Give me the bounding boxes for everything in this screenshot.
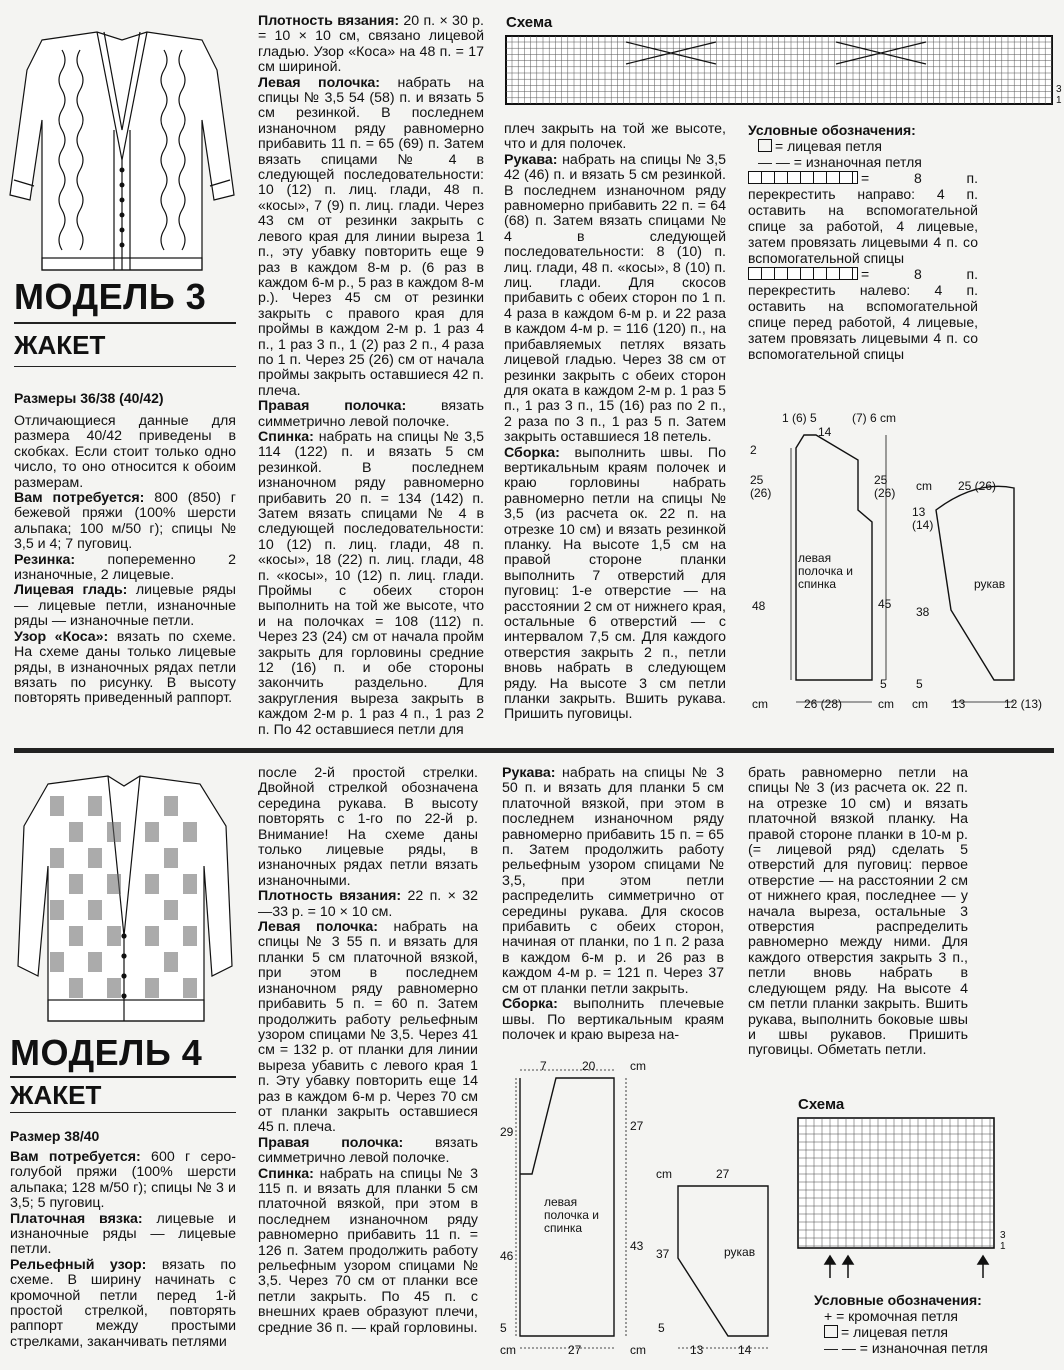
paragraph: [502, 766, 724, 997]
model4-pattern-pieces: [496, 1058, 786, 1358]
lead: Правая полочка:: [258, 398, 407, 415]
paragraph: [10, 1258, 236, 1350]
model3-jacket-illustration: [2, 10, 242, 278]
lead: Правая полочка:: [258, 1134, 404, 1151]
legend-heading: Условные обозначения:: [748, 122, 916, 138]
pattern-label: 12 (13): [1004, 697, 1043, 711]
model4-col3: [502, 766, 724, 1043]
model3-subtitle: ЖАКЕТ: [14, 330, 106, 360]
model4-subtitle-rule: [10, 1112, 236, 1113]
lead: Вам потребуется:: [14, 490, 145, 507]
pattern-label: 14: [818, 425, 832, 439]
text: набрать на спицы № 3 50 п. и вязать для планки 5 см платочной вязкой, при этом в последнем изнаночном ряду равномерно прибавить 15 п. = 65 п. Затем продолжить работу рельефным узором спицами № 3,5, при этом петли распределить симметрично от середины рукава. Для скосов прибавить с обеих сторон, начиная от планки, по 1 п. 2 раза в каждом 6-м р. и 26 раз в каждом 4-м р. = 121 п. Через 37 см от планки петли закрыть.: [502, 765, 724, 997]
paragraph: [258, 399, 484, 430]
paragraph: [10, 1212, 236, 1258]
legend-item-cross-right: [748, 170, 978, 266]
pattern-label: cm: [912, 697, 928, 711]
text: 600 г серо-голубой пряжи (100% шерсти альпака; 128 м/50 г); спицы № 3 и 3,5; 5 пуговиц.: [10, 1149, 236, 1212]
paragraph: [504, 153, 726, 446]
pattern-label: 5: [880, 677, 887, 691]
pattern-label: 14: [738, 1343, 752, 1357]
paragraph: [14, 630, 236, 707]
pattern-label: 27: [630, 1119, 644, 1133]
pattern-label: 13: [690, 1343, 704, 1357]
pattern-label: 29: [500, 1125, 514, 1139]
text: попеременно 2 изнаночные, 2 лицевые.: [14, 551, 236, 584]
paragraph: [258, 920, 478, 1136]
paragraph: [258, 14, 484, 76]
model3-col1: [14, 414, 236, 707]
lead: Спинка:: [258, 428, 314, 445]
lead: Рукава:: [504, 151, 558, 168]
lead: Спинка:: [258, 1165, 314, 1182]
text: вязать по схеме. В ширину начинать с кромочной петли перед 1-й простой стрелкой, повторять раппорт между простыми стрелками, заканчивать петлями: [10, 1256, 236, 1350]
pattern-label: 46: [500, 1249, 514, 1263]
lead: Сборка:: [504, 444, 560, 461]
pattern-label: cm: [500, 1343, 516, 1357]
text: набрать на спицы № 3,5 42 (46) п. и вязать 5 см резинкой. В последнем изнаночном ряду равномерно прибавить 22 п. = 64 (68) п. Затем вязать спицами № 4 в следующей последовательности: 8 (10) п. лиц. глади, 48 п. «косы», 8 (10) п. лиц. глади. Для скосов прибавить с обеих сторон по 1 п. 4 раза в каждом 6-м р. и 22 раза в каждом 4-м р. = 116 (120) п., на прибавляемых петлях вязать лицевой гладью. Через 38 см от резинки закрыть с обеих сторон для оката в каждом 2-м р. 1 раз 5 п., 1 раз 3 п., 15 (16) раз по 2 п., 2 раза по 3 п., 1 раз 5 п. Затем закрыть оставшиеся 18 петель.: [504, 151, 726, 446]
model4-col2: [258, 766, 478, 1336]
legend-item-edge: [814, 1308, 1054, 1324]
pattern-label: 5: [658, 1321, 665, 1335]
text: выполнить швы. По вертикальным краям полочек и краю горловины набрать равномерно петли на спицы № 3,5 (из расчета ок. 22 п. на отрезке 10 см) и вязать резинкой планку. На высоте 1,5 см на правой стороне планки выполнить 7 отверстий для пуговиц: 1-е отверстие — на расстоянии 2 см от нижнего края, остальные 6 отверстий — с интервалом 7,5 см. Для каждого отверстия закрыть 2 п., петли вновь набрать в следующем ряду. На высоте 3 см петли планки закрыть. Вшить рукава. Пришить пуговицы.: [504, 444, 726, 723]
model3-schema-title: Схема: [506, 14, 553, 31]
model4-title: МОДЕЛЬ 4: [10, 1032, 203, 1073]
model4-col4: [748, 766, 968, 1059]
text: 22 п. × 32—33 р. = 10 × 10 см.: [258, 888, 478, 920]
section-divider: [14, 748, 1054, 753]
model4-title-rule: [10, 1076, 236, 1078]
paragraph: [14, 414, 236, 491]
legend-item-purl: [814, 1340, 1054, 1356]
knit-stitch-swatch: [758, 139, 772, 152]
lead: Рельефный узор:: [10, 1256, 147, 1273]
pattern-label: cm: [878, 697, 894, 711]
text: 20 п. × 30 р. = 10 × 10 см, связано лицевой гладью. Узор «Коса» на 48 п. = 17 см шириной.: [258, 13, 484, 76]
legend-text: = 8 п. перекрестить налево: 4 п. оставить на вспомогательной спице перед работой, 4 лицевые, затем провязать лицевыми 4 п. со вспомогательной спицы: [748, 266, 978, 362]
model3-title-rule: [14, 322, 236, 324]
cross-left-swatch: [748, 267, 858, 280]
pattern-label: 37: [656, 1247, 670, 1261]
text: плеч закрыть на той же высоте, что и для полочек.: [504, 121, 726, 153]
pattern-label: 5: [916, 677, 923, 691]
pattern-label: 43: [630, 1239, 644, 1253]
paragraph: [258, 889, 478, 920]
model4-schema-grid: [798, 1118, 998, 1250]
legend-item-knit: [748, 138, 978, 154]
model3-title: МОДЕЛЬ 3: [14, 276, 207, 317]
legend-item-knit: [814, 1324, 1054, 1340]
pattern-label: 13 (14): [912, 505, 934, 532]
text: вязать симметрично левой полочке.: [258, 398, 484, 430]
lead: Левая полочка:: [258, 74, 381, 91]
pattern-label: 5: [500, 1321, 507, 1335]
model3-schema-grid: [506, 36, 1054, 106]
cross-right-swatch: [748, 171, 858, 184]
model4-schema-arrows: [820, 1256, 1000, 1280]
model3-col3: [504, 122, 726, 723]
text: набрать на спицы № 3 115 п. и вязать для планки 5 см платочной вязкой, при этом в последнем изнаночном ряду равномерно прибавить 11 п. = 126 п. Затем продолжить работу рельефным узором спицами № 3,5. Через 70 см от планки все петли закрыть. По 45 п. с внешних краев образуют плечи, средние 36 п. — край горловины.: [258, 1165, 478, 1336]
model4-schema-side-label: 3 1: [1000, 1230, 1006, 1252]
lead: Вам потребуется:: [10, 1149, 141, 1165]
text: брать равномерно петли на спицы № 3 (из расчета ок. 22 п. на отрезке 10 см) и вязать платочной вязкой планку. На правой стороне планки в 10-м р. (= лицевой ряд) сделать 5 отверстий для пуговиц: первое отверстие — на расстоянии 2 см от нижнего края, последнее — у начала выреза, остальные 3 отверстия распределить равномерно между ними. Для каждого отверстия закрыть 3 п., петли вновь набрать в следующем ряду. На высоте 4 см петли планки закрыть. Вшить рукава, выполнить боковые швы и швы рукавов. Пришить пуговицы. Обметать петли.: [748, 765, 968, 1059]
pattern-panel-label: левая полочка и спинка: [544, 1195, 599, 1235]
paragraph: [258, 76, 484, 400]
lead: Левая полочка:: [258, 919, 379, 936]
lead: Плотность вязания:: [258, 13, 400, 29]
text: лицевые ряды — лицевые петли, изнаночные ряды — изнаночные петли.: [14, 582, 236, 630]
paragraph: [258, 1136, 478, 1167]
model4-jacket-illustration: [8, 766, 240, 1036]
text: лицевые и изнаночные ряды — лицевые петли.: [10, 1210, 237, 1258]
model4-legend: [814, 1292, 1054, 1356]
text: набрать на спицы № 3 55 п. и вязать для планки 5 см платочной вязкой, при этом в последнем изнаночном ряду равномерно прибавить 5 п. = 60 п. Затем продолжить работу рельефным узором спицами № 3,5. Через 41 см = 132 р. от планки для линии выреза убавить с левого края 1 п. Эту убавку повторить еще 14 раз в каждом 6-м р. Через 70 см от планки закрыть оставшиеся 45 п. плеча.: [258, 919, 478, 1136]
legend-item-cross-left: [748, 266, 978, 362]
pattern-label: cm: [752, 697, 768, 711]
pattern-label: 26 (28): [804, 697, 843, 711]
pattern-label: cm: [630, 1059, 646, 1073]
pattern-label: cm: [916, 479, 932, 493]
legend-text: = кромочная петля: [836, 1308, 958, 1324]
paragraph: [14, 553, 236, 584]
paragraph: [258, 1167, 478, 1336]
text: вязать симметрично левой полочке.: [258, 1134, 478, 1167]
model3-legend: [748, 122, 978, 362]
pattern-label: cm: [630, 1343, 646, 1357]
model3-schema-side-label: 3 1: [1056, 84, 1062, 106]
text: 800 (850) г бежевой пряжи (100% шерсти альпака; 100 м/50 г); спицы № 3,5 и 4; 7 пуговиц.: [14, 490, 236, 553]
pattern-label: 27: [716, 1167, 730, 1181]
text: набрать на спицы № 3,5 54 (58) п. и вязать 5 см резинкой. В последнем изнаночном ряду равномерно прибавить 11 п. = 65 (69) п. Затем вязать спицами № 4 в следующей последовательности: 10 (12) п. лиц. глади, 48 п. «косы», 7 (9) п. лиц. глади. Через 43 см от резинки закрыть с левого края для линии выреза 1 п., эту убавку повторить еще 9 раз в каждом 8-м р. (6 раз в каждом 6-м р., 5 раз в каждом 8-м р.). Через 45 см от резинки закрыть с правого края для проймы в каждом 2-м р. 1 раз 4 п., 1 раз 3 п., 1 (2) раз 2 п., 4 раза по 1 п. Через 25 (26) см от начала проймы закрыть оставшиеся 42 п. плеча.: [258, 74, 484, 399]
pattern-panel-label: левая полочка и спинка: [798, 551, 853, 591]
pattern-label: 2: [750, 443, 757, 457]
model4-sizes: Размер 38/40: [10, 1128, 100, 1144]
pattern-label: 25 (26): [750, 473, 772, 500]
legend-text: = лицевая петля: [841, 1324, 948, 1340]
model4-subtitle: ЖАКЕТ: [10, 1080, 102, 1110]
lead: Платочная вязка:: [10, 1210, 143, 1227]
pattern-label: 7: [540, 1059, 547, 1073]
legend-sym: +: [824, 1308, 833, 1324]
model3-col2: [258, 14, 484, 738]
knit-stitch-swatch: [824, 1325, 838, 1338]
paragraph: [504, 122, 726, 153]
model4-schema-title: Схема: [798, 1096, 845, 1113]
model3-pattern-pieces: [746, 410, 1056, 715]
paragraph: [258, 766, 478, 889]
pattern-label: 20: [582, 1059, 596, 1073]
text: вязать по схеме. На схеме даны только лицевые ряды, в изнаночных рядах петли вязать по рисунку. В высоту повторять приведенный раппорт.: [14, 628, 236, 707]
legend-text: = лицевая петля: [775, 138, 882, 154]
legend-text: = изнаночная петля: [859, 1340, 988, 1356]
text: Отличающиеся данные для размера 40/42 приведены в скобках. Если стоит только одно число, то оно относится к обоим размерам.: [14, 413, 236, 491]
pattern-label: 45: [878, 597, 892, 611]
model3-subtitle-rule: [14, 366, 236, 367]
pattern-label: 25 (26): [958, 479, 997, 493]
pattern-label: 25 (26): [874, 473, 896, 500]
text: набрать на спицы № 3,5 114 (122) п. и вязать 5 см резинкой. В последнем изнаночном ряду равномерно прибавить 20 п. = 134 (142) п. Затем вязать спицами № 4 в следующей последовательности: 10 (12) п. лиц. глади, 48 п. «косы», 18 (22) п. лиц. глади, 48 п. «косы», 10 (12) п. лиц. глади. Проймы с обеих сторон выполнить на той же высоте, что и на полочках = 108 (112) п. Через 23 (24) см от начала пройм закрыть для горловины средние 12 (16) п. и обе стороны закончить раздельно. Для закругления выреза закрыть в каждом 2-м р. 1 раз 4 п., 1 раз 2 п. По 42 оставшиеся петли для: [258, 428, 484, 738]
legend-text: = 8 п. перекрестить направо: 4 п. оставить на вспомогательной спице за работой, 4 лицевые, затем провязать лицевыми 4 п. со вспомогательной спицы: [748, 170, 978, 266]
legend-item-purl: [748, 154, 978, 170]
paragraph: [10, 1150, 236, 1212]
model4-col1: [10, 1150, 236, 1350]
lead: Лицевая гладь:: [14, 582, 128, 599]
lead: Плотность вязания:: [258, 888, 402, 905]
pattern-label: 13: [952, 697, 966, 711]
pattern-label: 1 (6) 5: [782, 411, 817, 425]
paragraph: [504, 446, 726, 723]
pattern-label: 27: [568, 1343, 582, 1357]
legend-sym: — —: [758, 154, 790, 170]
lead: Сборка:: [502, 996, 558, 1013]
model3-sizes: Размеры 36/38 (40/42): [14, 390, 164, 406]
legend-text: = изнаночная петля: [793, 154, 922, 170]
lead: Узор «Коса»:: [14, 628, 109, 645]
pattern-label: 38: [916, 605, 930, 619]
paragraph: [14, 491, 236, 553]
text: выполнить плечевые швы. По вертикальным краям полочек и краю выреза на-: [502, 996, 724, 1043]
pattern-label: 48: [752, 599, 766, 613]
legend-sym: — —: [824, 1340, 856, 1356]
lead: Рукава:: [502, 765, 556, 781]
paragraph: [748, 766, 968, 1059]
pattern-label: cm: [656, 1167, 672, 1181]
pattern-panel-label: рукав: [974, 577, 1006, 591]
lead: Резинка:: [14, 551, 76, 568]
paragraph: [502, 997, 724, 1043]
paragraph: [258, 430, 484, 738]
legend-heading: Условные обозначения:: [814, 1292, 982, 1308]
pattern-label: (7) 6 cm: [852, 411, 897, 425]
text: после 2-й простой стрелки. Двойной стрелкой обозначена середина рукава. В высоту повторять с 1-го по 22-й р. Внимание! На схеме даны только лицевые ряды, в изнаночных рядах петли вязать изнаночными.: [258, 765, 478, 889]
paragraph: [14, 583, 236, 629]
pattern-panel-label: рукав: [724, 1245, 756, 1259]
